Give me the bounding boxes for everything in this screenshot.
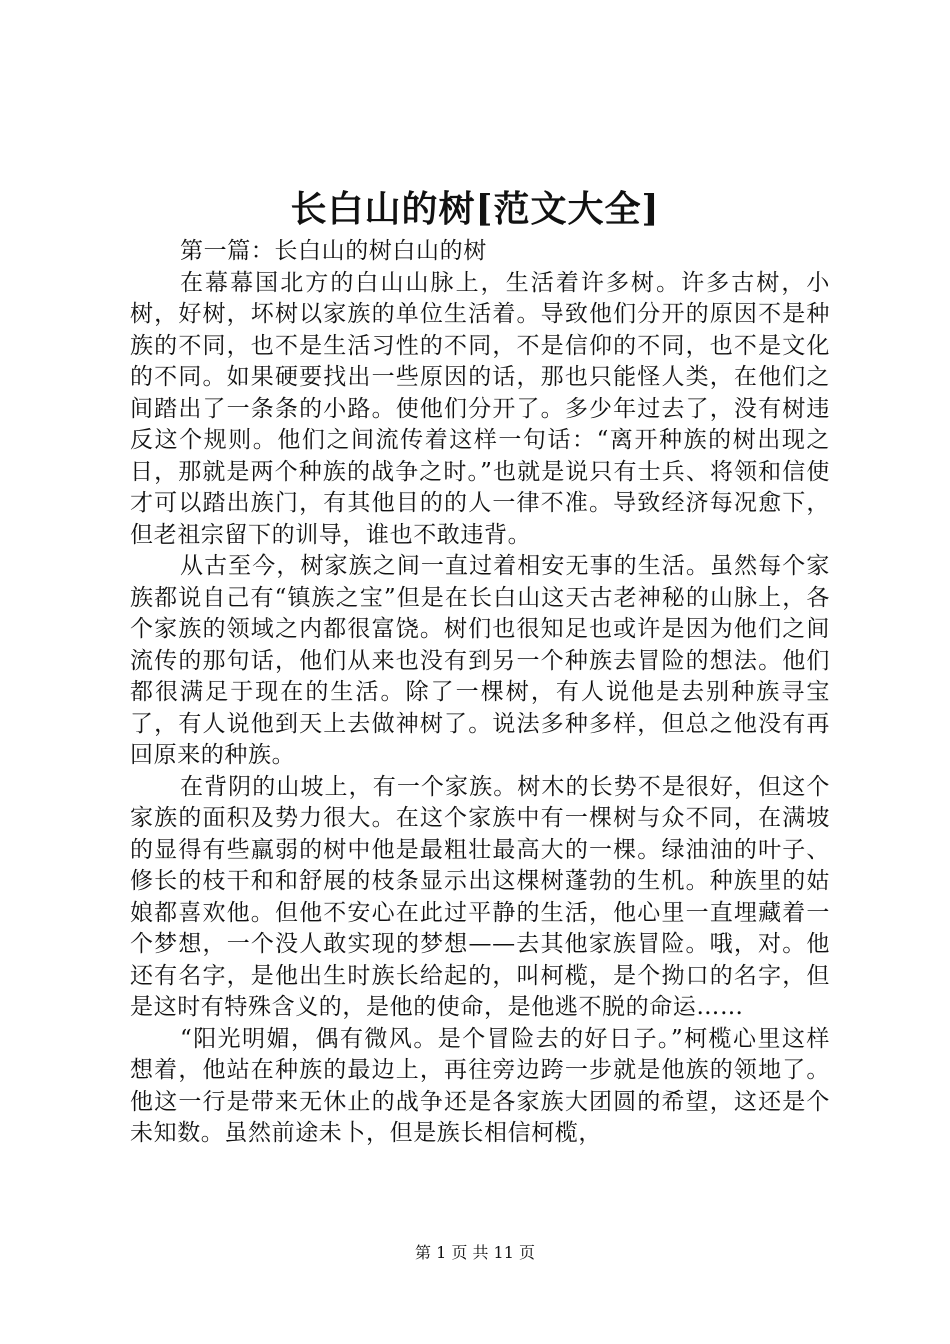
body-paragraph: 在幕幕国北方的白山山脉上，生活着许多树。许多古树，小树，好树，坏树以家族的单位生活着。导致他们分开的原因不是种族的不同，也不是生活习性的不同，不是信仰的不同，也不是文化的不同。如果硬要找出一些原因的话，那也只能怪人类，在他们之间踏出了一条条的小路。使他们分开了。多少年过去了，没有树违反这个规则。他们之间流传着这样一句话：“离开种族的树出现之日，那就是两个种族的战争之时。”也就是说只有士兵、将领和信使才可以踏出族门，有其他目的的人一律不准。导致经济每况愈下，但老祖宗留下的训导，谁也不敢违背。 — [130, 269, 830, 548]
body-paragraph: “阳光明媚，偶有微风。是个冒险去的好日子。”柯榄心里这样想着，他站在种族的最边上，再往旁边跨一步就是他族的领地了。他这一行是带来无休止的战争还是各家族大团圆的希望，这还是个未知数。虽然前途未卜，但是族长相信柯榄， — [130, 1025, 830, 1146]
document-body — [130, 236, 830, 1150]
page-number-footer: 第 1 页 共 11 页 — [415, 1243, 535, 1262]
document-title: 长白山的树[范文大全] — [290, 188, 660, 230]
body-paragraph: 从古至今，树家族之间一直过着相安无事的生活。虽然每个家族都说自己有“镇族之宝”但是在长白山这天古老神秘的山脉上，各个家族的领域之内都很富饶。树们也很知足也或许是因为他们之间流传的那句话，他们从来也没有到另一个种族去冒险的想法。他们都很满足于现在的生活。除了一棵树，有人说他是去别种族寻宝了，有人说他到天上去做神树了。说法多种多样，但总之他没有再回原来的种族。 — [130, 553, 830, 768]
section-heading: 第一篇：长白山的树白山的树 — [180, 238, 487, 264]
body-paragraph: 在背阴的山坡上，有一个家族。树木的长势不是很好，但这个家族的面积及势力很大。在这个家族中有一棵树与众不同，在满坡的显得有些羸弱的树中他是最粗壮最高大的一棵。绿油油的叶子、修长的枝干和和舒展的枝条显示出这棵树蓬勃的生机。种族里的姑娘都喜欢他。但他不安心在此过平静的生活，他心里一直埋藏着一个梦想，一个没人敢实现的梦想——去其他家族冒险。哦，对。他还有名字，是他出生时族长给起的，叫柯榄，是个拗口的名字，但是这时有特殊含义的，是他的使命，是他逃不脱的命运…… — [130, 773, 830, 1020]
